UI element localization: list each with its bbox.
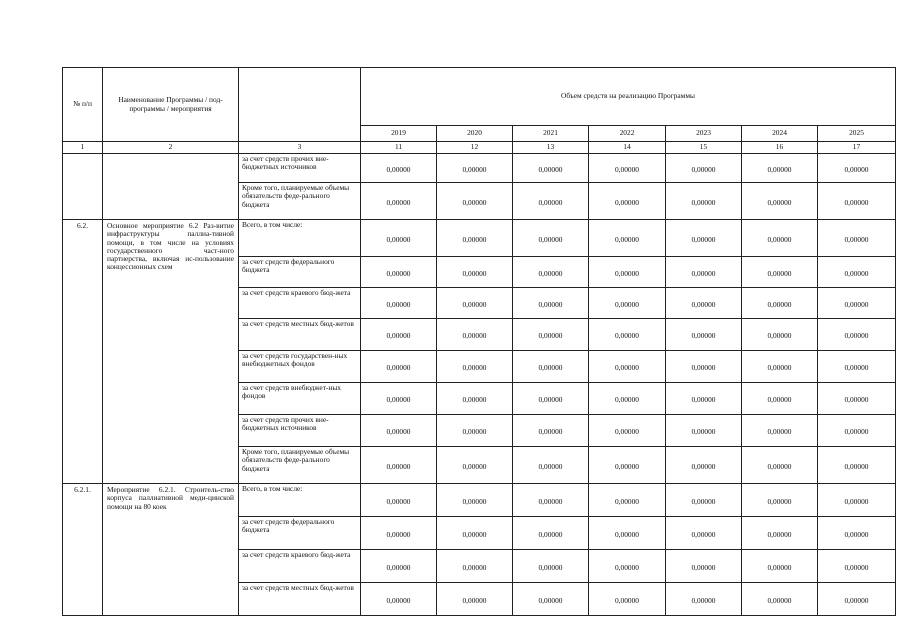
value-cell: 0,00000 — [666, 183, 742, 220]
value-cell: 0,00000 — [742, 183, 818, 220]
value-cell: 0,00000 — [666, 415, 742, 447]
value-cell: 0,00000 — [361, 550, 437, 583]
value-cell: 0,00000 — [361, 583, 437, 616]
value-cell: 0,00000 — [437, 383, 513, 415]
measure-name — [103, 154, 239, 220]
table-row — [63, 154, 896, 183]
value-cell: 0,00000 — [361, 351, 437, 383]
header-year: 2023 — [666, 126, 742, 142]
column-index: 11 — [361, 142, 437, 154]
funding-source: за счет средств внебюджет-ных фондов — [239, 383, 361, 415]
header-year: 2021 — [513, 126, 589, 142]
value-cell: 0,00000 — [513, 154, 589, 183]
value-cell: 0,00000 — [666, 220, 742, 257]
value-cell: 0,00000 — [513, 484, 589, 517]
value-cell: 0,00000 — [437, 484, 513, 517]
value-cell: 0,00000 — [589, 220, 666, 257]
value-cell: 0,00000 — [742, 517, 818, 550]
value-cell: 0,00000 — [666, 351, 742, 383]
value-cell: 0,00000 — [818, 583, 896, 616]
column-index-row — [63, 142, 896, 154]
value-cell: 0,00000 — [513, 257, 589, 288]
value-cell: 0,00000 — [437, 351, 513, 383]
value-cell: 0,00000 — [513, 351, 589, 383]
value-cell: 0,00000 — [589, 154, 666, 183]
value-cell: 0,00000 — [742, 154, 818, 183]
value-cell: 0,00000 — [589, 319, 666, 351]
value-cell: 0,00000 — [437, 319, 513, 351]
value-cell: 0,00000 — [361, 220, 437, 257]
value-cell: 0,00000 — [589, 383, 666, 415]
value-cell: 0,00000 — [666, 517, 742, 550]
value-cell: 0,00000 — [742, 351, 818, 383]
column-index: 14 — [589, 142, 666, 154]
funding-source: за счет средств федерального бюджета — [239, 517, 361, 550]
value-cell: 0,00000 — [513, 220, 589, 257]
value-cell: 0,00000 — [818, 517, 896, 550]
value-cell: 0,00000 — [818, 550, 896, 583]
value-cell: 0,00000 — [513, 288, 589, 319]
value-cell: 0,00000 — [742, 288, 818, 319]
value-cell: 0,00000 — [361, 183, 437, 220]
value-cell: 0,00000 — [437, 517, 513, 550]
value-cell: 0,00000 — [437, 550, 513, 583]
value-cell: 0,00000 — [742, 220, 818, 257]
table-row — [63, 484, 896, 517]
value-cell: 0,00000 — [361, 154, 437, 183]
value-cell: 0,00000 — [589, 288, 666, 319]
value-cell: 0,00000 — [361, 447, 437, 484]
value-cell: 0,00000 — [437, 288, 513, 319]
value-cell: 0,00000 — [742, 383, 818, 415]
value-cell: 0,00000 — [361, 383, 437, 415]
value-cell: 0,00000 — [666, 447, 742, 484]
value-cell: 0,00000 — [666, 257, 742, 288]
funding-source: за счет средств государствен-ных внебюджетных фондов — [239, 351, 361, 383]
funding-source: за счет средств местных бюд-жетов — [239, 319, 361, 351]
value-cell: 0,00000 — [589, 351, 666, 383]
column-index: 2 — [103, 142, 239, 154]
value-cell: 0,00000 — [361, 257, 437, 288]
value-cell: 0,00000 — [513, 183, 589, 220]
measure-name: Мероприятие 6.2.1. Строитель-ство корпуса паллиативной меди-цинской помощи на 80 коек — [103, 484, 239, 616]
value-cell: 0,00000 — [513, 319, 589, 351]
value-cell: 0,00000 — [589, 517, 666, 550]
value-cell: 0,00000 — [437, 447, 513, 484]
value-cell: 0,00000 — [666, 288, 742, 319]
value-cell: 0,00000 — [513, 447, 589, 484]
funding-table — [62, 67, 896, 616]
column-index: 13 — [513, 142, 589, 154]
column-index: 1 — [63, 142, 103, 154]
value-cell: 0,00000 — [589, 550, 666, 583]
value-cell: 0,00000 — [742, 415, 818, 447]
value-cell: 0,00000 — [589, 484, 666, 517]
value-cell: 0,00000 — [513, 415, 589, 447]
value-cell: 0,00000 — [589, 257, 666, 288]
value-cell: 0,00000 — [818, 257, 896, 288]
value-cell: 0,00000 — [666, 383, 742, 415]
value-cell: 0,00000 — [666, 484, 742, 517]
header-source — [239, 68, 361, 142]
value-cell: 0,00000 — [818, 154, 896, 183]
funding-source: за счет средств местных бюд-жетов — [239, 583, 361, 616]
value-cell: 0,00000 — [513, 383, 589, 415]
header-year: 2022 — [589, 126, 666, 142]
value-cell: 0,00000 — [589, 447, 666, 484]
value-cell: 0,00000 — [513, 517, 589, 550]
funding-source: Всего, в том числе: — [239, 220, 361, 257]
value-cell: 0,00000 — [589, 183, 666, 220]
value-cell: 0,00000 — [818, 415, 896, 447]
value-cell: 0,00000 — [666, 154, 742, 183]
value-cell: 0,00000 — [589, 415, 666, 447]
column-index: 12 — [437, 142, 513, 154]
value-cell: 0,00000 — [666, 583, 742, 616]
funding-source: Кроме того, планируемые объемы обязательств феде-рального бюджета — [239, 183, 361, 220]
value-cell: 0,00000 — [361, 319, 437, 351]
value-cell: 0,00000 — [361, 517, 437, 550]
value-cell: 0,00000 — [437, 183, 513, 220]
funding-source: Всего, в том числе: — [239, 484, 361, 517]
header-year: 2019 — [361, 126, 437, 142]
header-year: 2024 — [742, 126, 818, 142]
header-num: № п/п — [63, 68, 103, 142]
table-row — [63, 220, 896, 257]
row-number: 6.2. — [63, 220, 103, 484]
value-cell: 0,00000 — [513, 583, 589, 616]
measure-name: Основное мероприятие 6.2 Раз-витие инфраструктуры паллиа-тивной помощи, в том числе на условиях государственного част-ного партнерства, включая ис-пользование концессионных схем — [103, 220, 239, 484]
funding-source: за счет средств краевого бюд-жета — [239, 288, 361, 319]
funding-source: за счет средств федерального бюджета — [239, 257, 361, 288]
column-index: 16 — [742, 142, 818, 154]
column-index: 17 — [818, 142, 896, 154]
funding-source: за счет средств краевого бюд-жета — [239, 550, 361, 583]
header-year: 2025 — [818, 126, 896, 142]
value-cell: 0,00000 — [742, 257, 818, 288]
header-name: Наименование Программы / под-программы / мероприятия — [103, 68, 239, 142]
column-index: 15 — [666, 142, 742, 154]
funding-source: Кроме того, планируемые объемы обязательств феде-рального бюджета — [239, 447, 361, 484]
header-row — [63, 68, 896, 126]
value-cell: 0,00000 — [437, 583, 513, 616]
value-cell: 0,00000 — [437, 257, 513, 288]
value-cell: 0,00000 — [361, 484, 437, 517]
value-cell: 0,00000 — [437, 415, 513, 447]
value-cell: 0,00000 — [818, 484, 896, 517]
value-cell: 0,00000 — [589, 583, 666, 616]
value-cell: 0,00000 — [742, 484, 818, 517]
value-cell: 0,00000 — [361, 288, 437, 319]
value-cell: 0,00000 — [666, 550, 742, 583]
value-cell: 0,00000 — [818, 383, 896, 415]
row-number — [63, 154, 103, 220]
value-cell: 0,00000 — [437, 154, 513, 183]
funding-source: за счет средств прочих вне-бюджетных источников — [239, 154, 361, 183]
value-cell: 0,00000 — [513, 550, 589, 583]
column-index: 3 — [239, 142, 361, 154]
value-cell: 0,00000 — [818, 447, 896, 484]
row-number: 6.2.1. — [63, 484, 103, 616]
funding-source: за счет средств прочих вне-бюджетных источников — [239, 415, 361, 447]
value-cell: 0,00000 — [818, 351, 896, 383]
value-cell: 0,00000 — [361, 415, 437, 447]
header-year: 2020 — [437, 126, 513, 142]
value-cell: 0,00000 — [742, 319, 818, 351]
header-funding: Объем средств на реализацию Программы — [361, 68, 896, 126]
value-cell: 0,00000 — [666, 319, 742, 351]
value-cell: 0,00000 — [818, 220, 896, 257]
value-cell: 0,00000 — [818, 288, 896, 319]
value-cell: 0,00000 — [742, 550, 818, 583]
value-cell: 0,00000 — [818, 319, 896, 351]
value-cell: 0,00000 — [742, 583, 818, 616]
value-cell: 0,00000 — [818, 183, 896, 220]
value-cell: 0,00000 — [437, 220, 513, 257]
value-cell: 0,00000 — [742, 447, 818, 484]
